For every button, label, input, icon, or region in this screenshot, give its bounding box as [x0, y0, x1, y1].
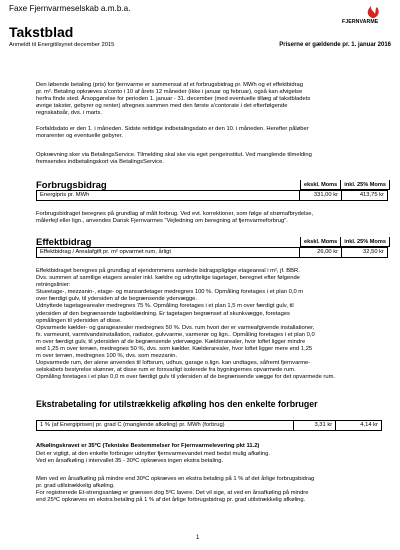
text-line: Den løbende betaling (pris) for fjernvarme er sammensat af et forbrugsbidrag pr. MWh og et effektbidrag [36, 82, 303, 88]
ekstrabetaling-table [36, 420, 382, 431]
column-header-excl: ekskl. Moms [301, 180, 341, 190]
effektbidrag-notes [36, 268, 374, 382]
forbrugsbidrag-table [36, 190, 388, 201]
text-line: Dvs. summen af samtlige etagers arealer inkl. kældre og udnyttelige tagetager, beregnet efter følgende [36, 275, 300, 282]
text-line: Opvarmede kælder- og garagearealer medregnes 50 %. Dvs. rum hvori der er varmeafgivende installationer, [36, 324, 315, 331]
validity-date: Priserne er gældende pr. 1. januar 2016 [279, 42, 391, 48]
text-line: m over færdigt gulv, til ydersiden af de begrænsende ydervægge. Kælderarealer, hvor loftet ligger mindre [36, 338, 306, 345]
forbrugsbidrag-notes [36, 211, 374, 225]
text-line: pr. grad utilstrækkelig afkøling. [36, 483, 115, 490]
approval-note: Anmeldt til Energitilsynet december 2015 [9, 42, 115, 48]
text-line: pr. m². Betaling opkræves a'conto i 10 af årets 12 måneder (ikke i januar og februar), også kan afvigelse [36, 89, 303, 96]
text-line: øvrige takster, gebyrer og renter) afregnes sammen med den første a'contorate i det efterfølgende [36, 103, 288, 110]
price-incl-vat: 32,50 kr [342, 248, 388, 258]
text-line: opmålingen til ydersiden af disse. [36, 317, 122, 324]
text-line: m over terræn, medregnes 100 %, dvs. som mezzanin. [36, 353, 178, 360]
text-line: Udnyttede tagetagearealer medregnes 75 %. Opmåling foretages i et plan 1,5 m over færdigt gulv, til [36, 303, 294, 310]
intro-paragraph-2 [36, 126, 374, 140]
text-line: retningslinier: [36, 282, 71, 289]
row-label: 1 % (af Energiprisen) pr. grad C (manglende afkøling) pr. MWh (forbrug) [37, 421, 294, 431]
intro-paragraph-3 [36, 152, 374, 166]
text-line: Forbrugsbidraget beregnes på grundlag af målt forbrug. Ved evt. korrektioner, som følge af strømafbrydelse, [36, 211, 314, 217]
text-line: end 25ºC opkræves en ekstra betaling på 1 % af det årlige forbrugsbidrag pr. grad utilstrækkelig afkøling. [36, 497, 306, 504]
price-excl-vat: 331,00 kr [300, 191, 342, 201]
text-line: Forfaldsdato er den 1. i måneden. Sidste rettidige indbetalingsdato er den 10. i måneden. Herefter påløber [36, 126, 309, 132]
text-line: ydersiden af den begrænsende tagbeklædning. Er tagetagen begrænset af skunkvægge, foretages [36, 310, 290, 317]
text-line: For registrerede Et-strengsanlæg er grænsen dog 5ºC lavere. Det vil sige, at ved en årsafkøling på mindre [36, 490, 309, 497]
page-title: Takstblad [9, 24, 74, 40]
column-header-incl: inkl. 25% Moms [341, 180, 390, 190]
table-row [37, 248, 388, 258]
logo-text: FJERNVARME [342, 19, 379, 25]
text-line: selskabets bestyrelse skønner, at disse rum er forsvarligt isolerede fra bygningernes opvarmede rum. [36, 367, 296, 374]
forbrugsbidrag-column-headers [300, 180, 390, 190]
column-header-excl: ekskl. Moms [301, 237, 341, 247]
requirement-heading: Afkølingskravet er 35ºC (Tekniske Bestemmelser for Fjernvarmelevering pkt 11.2) [36, 443, 260, 449]
fjernvarme-logo [342, 4, 394, 26]
text-line: over færdigt gulv, til ydersiden af de begrænsende ydervægge. [36, 296, 198, 303]
page-number: 1 [196, 535, 200, 541]
text-line: Opkrævning sker via BetalingsService. Tilmelding skal ske via eget pengeinstitut. Ved manglende tilmelding [36, 152, 312, 158]
text-line: Opmåling foretages i et plan 0,0 m over færdigt gulv til ydersiden af de begrænsende vægge for det opvarmede rum. [36, 374, 336, 381]
text-line: Effektbidraget beregnes på grundlag af ejendommens samlede bidragspligtige etageareal i m², jf. BBR. [36, 268, 300, 274]
text-line: end 1,25 m over terræn, medregnes 50 %, dvs. som kælder. Kælderarealer, hvor loftet ligger mere end 1,25 [36, 346, 313, 353]
price-incl-vat: 413,75 kr [342, 191, 388, 201]
text-line: morarenter og eventuelle gebyrer. [36, 133, 124, 140]
text-line: Det er vigtigt, at den enkelte forbruger udnytter fjernvarmevandet med bedst mulig afkøling. [36, 451, 270, 457]
ekstrabetaling-heading: Ekstrabetaling for utilstrækkelig afkøling hos den enkelte forbruger [36, 399, 318, 409]
effektbidrag-heading: Effektbidrag [36, 237, 92, 248]
price-excl-vat: 3,31 kr [294, 421, 336, 431]
text-line: Stueetage-, mezzanin-, etage- og mansardetager medregnes 100 %. Opmåling foretages i et plan 0,0 m [36, 289, 304, 296]
text-line: fremsendes indbetalingskort via BetalingsService. [36, 159, 164, 166]
table-row [37, 421, 382, 431]
requirement-text [36, 451, 374, 465]
column-header-incl: inkl. 25% Moms [341, 237, 390, 247]
effektbidrag-table [36, 247, 388, 258]
table-row [37, 191, 388, 201]
text-line: fx. varmeunit, varmtvandsinstallation, radiator, gulvvarme, varmerør og lign.. Opmåling foretages i et plan 0,0 [36, 331, 315, 338]
price-incl-vat: 4,14 kr [336, 421, 382, 431]
text-line: herfra finde sted. Årsopgørelse for perioden 1. januar - 31. december (med eventuelle tillæg af takstbladets [36, 96, 311, 103]
row-label: Effektbidrag / Arealafgift pr. m² opvarmet rum, årligt [37, 248, 300, 258]
effektbidrag-column-headers [300, 237, 390, 247]
text-line: Men ved en årsafkøling på mindre end 30ºC opkræves en ekstra betaling på 1 % af det årlige forbrugsbidrag [36, 476, 315, 482]
extra-payment-text [36, 476, 374, 504]
text-line: Ved en årsafkøling i intervallet 35 - 30ºC opkræves ingen ekstra betaling. [36, 458, 224, 465]
intro-paragraph-1 [36, 82, 374, 117]
text-line: regnskabsår, dvs. i marts. [36, 110, 103, 117]
forbrugsbidrag-heading: Forbrugsbidrag [36, 180, 107, 191]
text-line: målerfejl eller lign., anvendes Dansk Fjernvarmes "Vejledning om beregning af fjernvarmeforbrug". [36, 218, 288, 225]
flame-icon [342, 4, 394, 19]
price-excl-vat: 26,00 kr [300, 248, 342, 258]
row-label: Energipris pr. MWh [37, 191, 300, 201]
company-name: Faxe Fjernvarmeselskab a.m.b.a. [9, 4, 131, 13]
text-line: Uopvarmede rum, der alene anvendes til loftsrum, udhus, garage o.lign. kan undtages, såfremt fjernvarme- [36, 360, 311, 367]
